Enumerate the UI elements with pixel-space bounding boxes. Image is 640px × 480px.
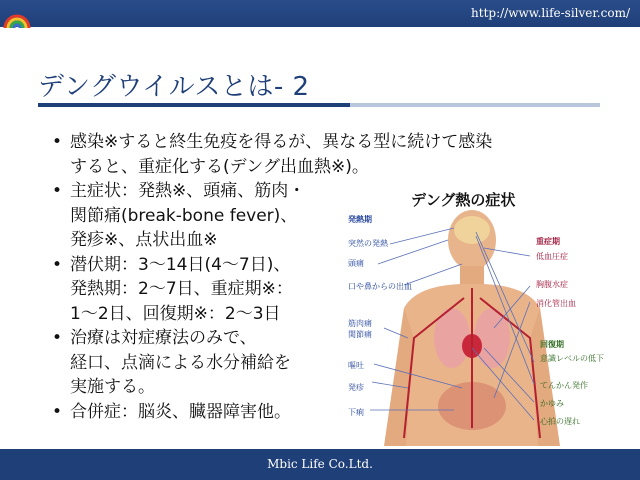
bullet-line: 発熱期：2～7日、重症期※：	[70, 279, 293, 299]
label-severe-phase: 重症期	[536, 237, 560, 246]
bullet-complications: • 合併症：脳炎、臓器障害他。	[52, 400, 612, 425]
bullet-line: 1～2日、回復期※：2～3日	[70, 303, 281, 324]
bullet-infection	[52, 130, 612, 179]
label-diarrhea: 下痢	[348, 408, 364, 417]
label-rash: 発疹	[348, 383, 364, 392]
bullet-line: 関節痛(break-bone fever)、	[70, 205, 298, 226]
label-vomiting: 嘔吐	[348, 361, 364, 370]
bullet-line: 発疹※、点状出血※	[70, 230, 218, 250]
label-itching: かゆみ	[540, 399, 564, 408]
bullet-line: • 治療は対症療法のみで、	[70, 328, 257, 348]
label-effusion: 胸腹水症	[536, 280, 568, 289]
header-url[interactable]: http://www.life-silver.com/	[471, 6, 630, 20]
bullet-line: すると、重症化する(デング出血熱※)。	[70, 156, 369, 177]
header-bar	[0, 0, 640, 27]
label-consciousness: 意識レベルの低下	[540, 354, 604, 363]
label-sudden-fever: 突然の発熱	[348, 239, 388, 248]
figure-title: デング熱の症状	[411, 191, 516, 209]
label-gi-bleeding: 消化管出血	[536, 299, 576, 308]
slide-title: デングウイルスとは- 2	[38, 72, 310, 102]
bullet-line: • 潜伏期：3～14日(4～7日)、	[70, 254, 291, 275]
label-hypotension: 低血圧症	[536, 252, 568, 261]
label-muscle-pain: 筋肉痛	[348, 319, 372, 328]
bullet-line: • 主症状：発熱※、頭痛、筋肉・	[70, 181, 306, 201]
bullet-line: 経口、点滴による水分補給を	[70, 352, 291, 373]
footer-company: Mbic Life Co.Ltd.	[267, 457, 373, 471]
title-underline	[38, 103, 350, 107]
bullet-line: • 感染※すると終生免疫を得るが、異なる型に続けて感染	[70, 132, 493, 152]
label-joint-pain: 関節痛	[348, 330, 372, 339]
footer-bar	[0, 449, 640, 480]
label-fever-phase: 発熱期	[348, 215, 372, 224]
label-bleeding: 口や鼻からの出血	[348, 282, 412, 291]
label-recovery-phase: 回復期	[540, 340, 564, 349]
label-seizure: てんかん発作	[540, 381, 588, 390]
rainbow-logo-icon	[2, 2, 32, 30]
label-headache: 頭痛	[348, 259, 364, 268]
symptom-figure	[344, 188, 620, 446]
body-silhouette	[384, 210, 560, 446]
bullet-line: 実施する。	[70, 377, 155, 397]
label-bradycardia: 心拍の遅れ	[540, 417, 580, 426]
title-underline-light	[350, 103, 600, 107]
